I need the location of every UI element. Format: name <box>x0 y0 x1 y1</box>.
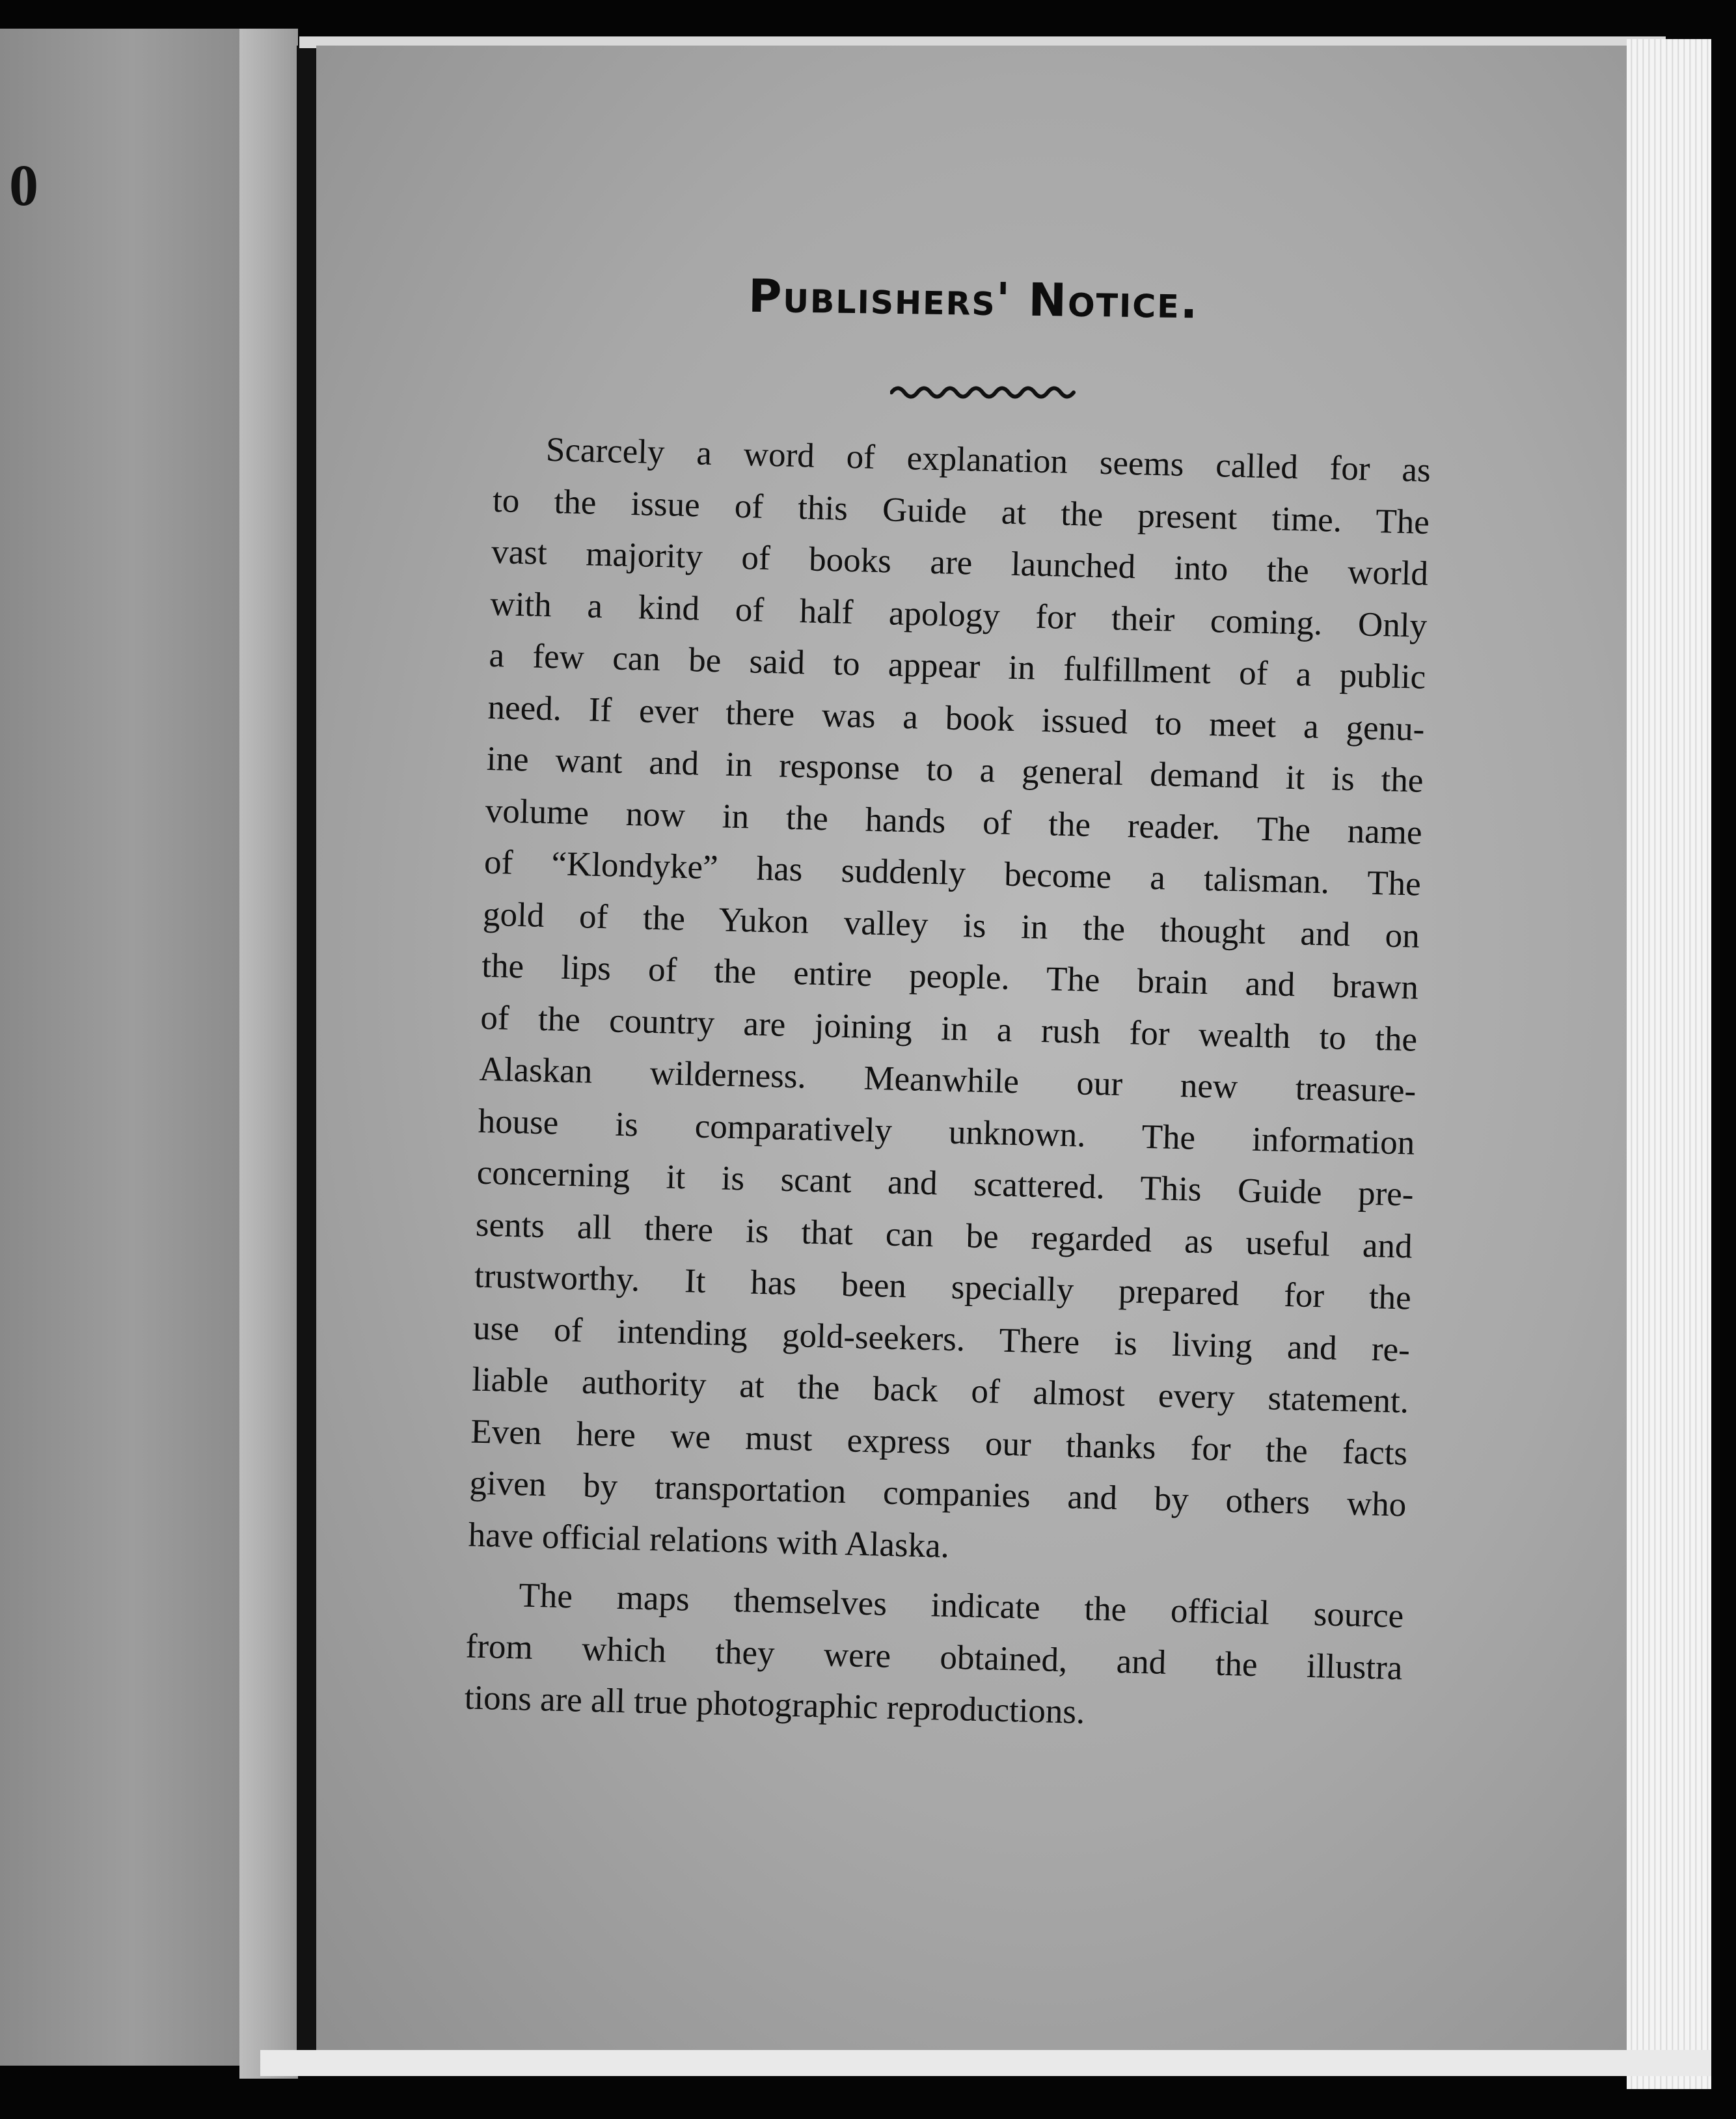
notice-body <box>464 423 1431 1746</box>
text-line: of the country are joining in a rush for wealth to the <box>480 998 1418 1059</box>
text-line: house is comparatively unknown. The information <box>478 1102 1416 1162</box>
book-spine-shadow <box>297 46 316 2057</box>
text-line: Alaskan wilderness. Meanwhile our new treasure- <box>478 1050 1417 1110</box>
text-line: The maps themselves indicate the official source <box>518 1576 1404 1635</box>
text-line: Even here we must express our thanks for the facts <box>470 1412 1408 1472</box>
text-line: of “Klondyke” has suddenly become a talisman. The <box>483 843 1422 903</box>
text-line: to the issue of this Guide at the present time. The <box>492 481 1430 541</box>
text-line: vast majority of books are launched into the world <box>491 532 1429 593</box>
text-line: concerning it is scant and scattered. This Guide pre- <box>476 1153 1415 1214</box>
text-line: a few can be said to appear in fulfillment of a public <box>488 636 1426 696</box>
text-line: volume now in the hands of the reader. The name <box>485 791 1423 852</box>
text-line: given by transportation companies and by others who <box>468 1464 1407 1524</box>
text-line: from which they were obtained, and the illustra <box>465 1626 1404 1687</box>
text-line: liable authority at the back of almost every statement. <box>471 1360 1409 1421</box>
left-facing-page <box>0 29 241 2066</box>
text-line: trustworthy. It has been specially prepared for the <box>474 1257 1412 1317</box>
text-line: need. If ever there was a book issued to meet a genu- <box>487 688 1425 748</box>
text-line: tions are all true photographic reproductions. <box>464 1678 1085 1731</box>
paragraph-1 <box>468 423 1431 1583</box>
text-line: sents all there is that can be regarded as useful and <box>475 1205 1413 1266</box>
book-gutter <box>239 29 298 2079</box>
left-page-edge-mark: 0 <box>9 154 38 218</box>
text-line: Scarcely a word of explanation seems called for as <box>545 430 1431 489</box>
text-line: gold of the Yukon valley is in the thought and on <box>482 895 1420 955</box>
text-line: ine want and in response to a general demand it is the <box>486 739 1424 800</box>
text-line: the lips of the entire people. The brain and brawn <box>481 946 1419 1007</box>
text-line: have official relations with Alaska. <box>468 1516 950 1565</box>
wavy-rule-ornament-icon <box>890 383 1079 402</box>
page-stack-edges <box>1627 39 1711 2089</box>
text-line: with a kind of half apology for their coming. Only <box>489 584 1428 645</box>
text-line: use of intending gold-seekers. There is living and re- <box>472 1309 1411 1369</box>
page-title: Publishers' Notice. <box>748 269 1199 329</box>
paragraph-2 <box>464 1569 1404 1746</box>
page-bottom-edge <box>260 2050 1711 2076</box>
